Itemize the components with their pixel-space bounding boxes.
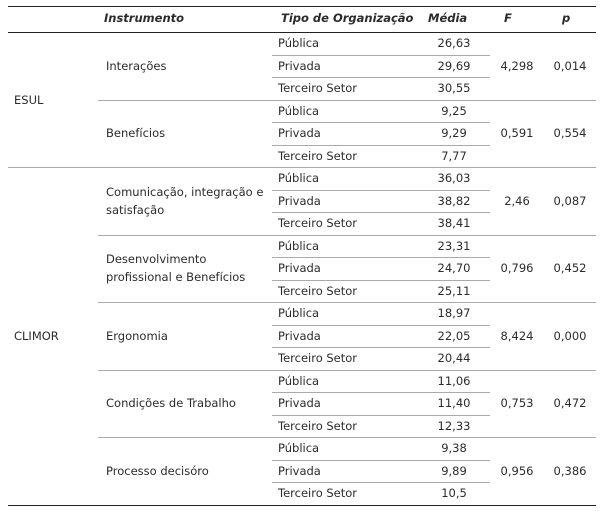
instrument-label: Processo decisóro — [106, 463, 209, 478]
f-value: 0,796 — [500, 261, 534, 276]
media-cell: 26,63 — [437, 36, 471, 50]
p-value: 0,386 — [553, 463, 587, 478]
header-p: p — [562, 11, 571, 25]
tipo-cell: Terceiro Setor — [278, 486, 358, 500]
tipo-cell: Pública — [278, 306, 320, 320]
group-divider — [8, 167, 596, 168]
tipo-cell: Pública — [278, 171, 320, 185]
media-cell: 24,70 — [437, 261, 471, 275]
media-cell: 22,05 — [437, 328, 471, 343]
p-value: 0,087 — [553, 193, 587, 208]
instrument-label: Interações — [106, 58, 167, 73]
row-divider — [272, 77, 490, 78]
top-rule — [8, 6, 596, 7]
tipo-cell: Pública — [278, 373, 320, 388]
tipo-cell: Terceiro Setor — [278, 351, 358, 365]
media-cell: 38,82 — [437, 193, 471, 208]
tipo-cell: Terceiro Setor — [278, 81, 358, 95]
group-label: CLIMOR — [14, 328, 59, 343]
tipo-cell: Pública — [278, 36, 320, 50]
instrument-label: Comunicação, integração e satisfação — [106, 184, 264, 217]
subgroup-divider — [98, 235, 596, 236]
media-cell: 25,11 — [437, 283, 471, 298]
media-cell: 9,25 — [441, 103, 467, 118]
media-cell: 11,40 — [437, 396, 471, 410]
media-cell: 20,44 — [437, 351, 471, 365]
row-divider — [272, 190, 490, 191]
row-divider — [272, 280, 490, 281]
header-media: Média — [428, 11, 468, 25]
bottom-rule — [8, 505, 596, 506]
row-divider — [272, 122, 490, 123]
tipo-cell: Privada — [278, 126, 321, 140]
tipo-cell: Privada — [278, 58, 321, 73]
media-cell: 9,89 — [441, 463, 467, 478]
subgroup-divider — [98, 100, 596, 101]
instrument-label: Ergonomia — [106, 328, 168, 343]
instrument-label: Desenvolvimento profissional e Benefícios — [106, 252, 246, 285]
row-divider — [272, 212, 490, 213]
f-value: 4,298 — [500, 58, 534, 73]
p-value: 0,554 — [553, 126, 587, 141]
tipo-cell: Terceiro Setor — [278, 283, 358, 298]
row-divider — [272, 145, 490, 146]
row-divider — [272, 257, 490, 258]
subgroup-divider — [98, 302, 596, 303]
tipo-cell: Privada — [278, 328, 321, 343]
row-divider — [272, 347, 490, 348]
p-value: 0,014 — [553, 58, 587, 73]
row-divider — [272, 55, 490, 56]
f-value: 8,424 — [500, 328, 534, 343]
subgroup-divider — [98, 370, 596, 371]
media-cell: 9,38 — [441, 441, 467, 455]
row-divider — [272, 415, 490, 416]
media-cell: 9,29 — [441, 126, 467, 140]
tipo-cell: Privada — [278, 193, 321, 208]
instrument-label: Benefícios — [106, 126, 166, 141]
tipo-cell: Privada — [278, 396, 321, 410]
subgroup-divider — [98, 437, 596, 438]
row-divider — [272, 392, 490, 393]
header-rule — [8, 32, 596, 33]
group-label: ESUL — [14, 92, 44, 107]
header-tipo-organizacao: Tipo de Organização — [281, 11, 414, 25]
p-value: 0,452 — [553, 261, 587, 276]
f-value: 0,753 — [500, 396, 534, 411]
media-cell: 29,69 — [437, 58, 471, 73]
f-value: 0,956 — [500, 463, 534, 478]
instrument-label: Condições de Trabalho — [106, 396, 236, 411]
media-cell: 12,33 — [437, 418, 471, 433]
row-divider — [272, 460, 490, 461]
media-cell: 23,31 — [437, 238, 471, 253]
f-value: 2,46 — [504, 193, 530, 208]
p-value: 0,472 — [553, 396, 587, 411]
header-instrumento: Instrumento — [104, 11, 185, 25]
tipo-cell: Pública — [278, 441, 320, 455]
tipo-cell: Terceiro Setor — [278, 148, 358, 163]
header-f: F — [504, 11, 512, 25]
media-cell: 11,06 — [437, 373, 471, 388]
media-cell: 7,77 — [441, 148, 467, 163]
tipo-cell: Pública — [278, 238, 320, 253]
p-value: 0,000 — [553, 328, 587, 343]
media-cell: 18,97 — [437, 306, 471, 320]
tipo-cell: Terceiro Setor — [278, 216, 358, 230]
tipo-cell: Privada — [278, 261, 321, 275]
f-value: 0,591 — [500, 126, 534, 141]
row-divider — [272, 325, 490, 326]
media-cell: 38,41 — [437, 216, 471, 230]
media-cell: 36,03 — [437, 171, 471, 185]
tipo-cell: Terceiro Setor — [278, 418, 358, 433]
media-cell: 10,5 — [441, 486, 467, 500]
row-divider — [272, 482, 490, 483]
tipo-cell: Privada — [278, 463, 321, 478]
tipo-cell: Pública — [278, 103, 320, 118]
media-cell: 30,55 — [437, 81, 471, 95]
